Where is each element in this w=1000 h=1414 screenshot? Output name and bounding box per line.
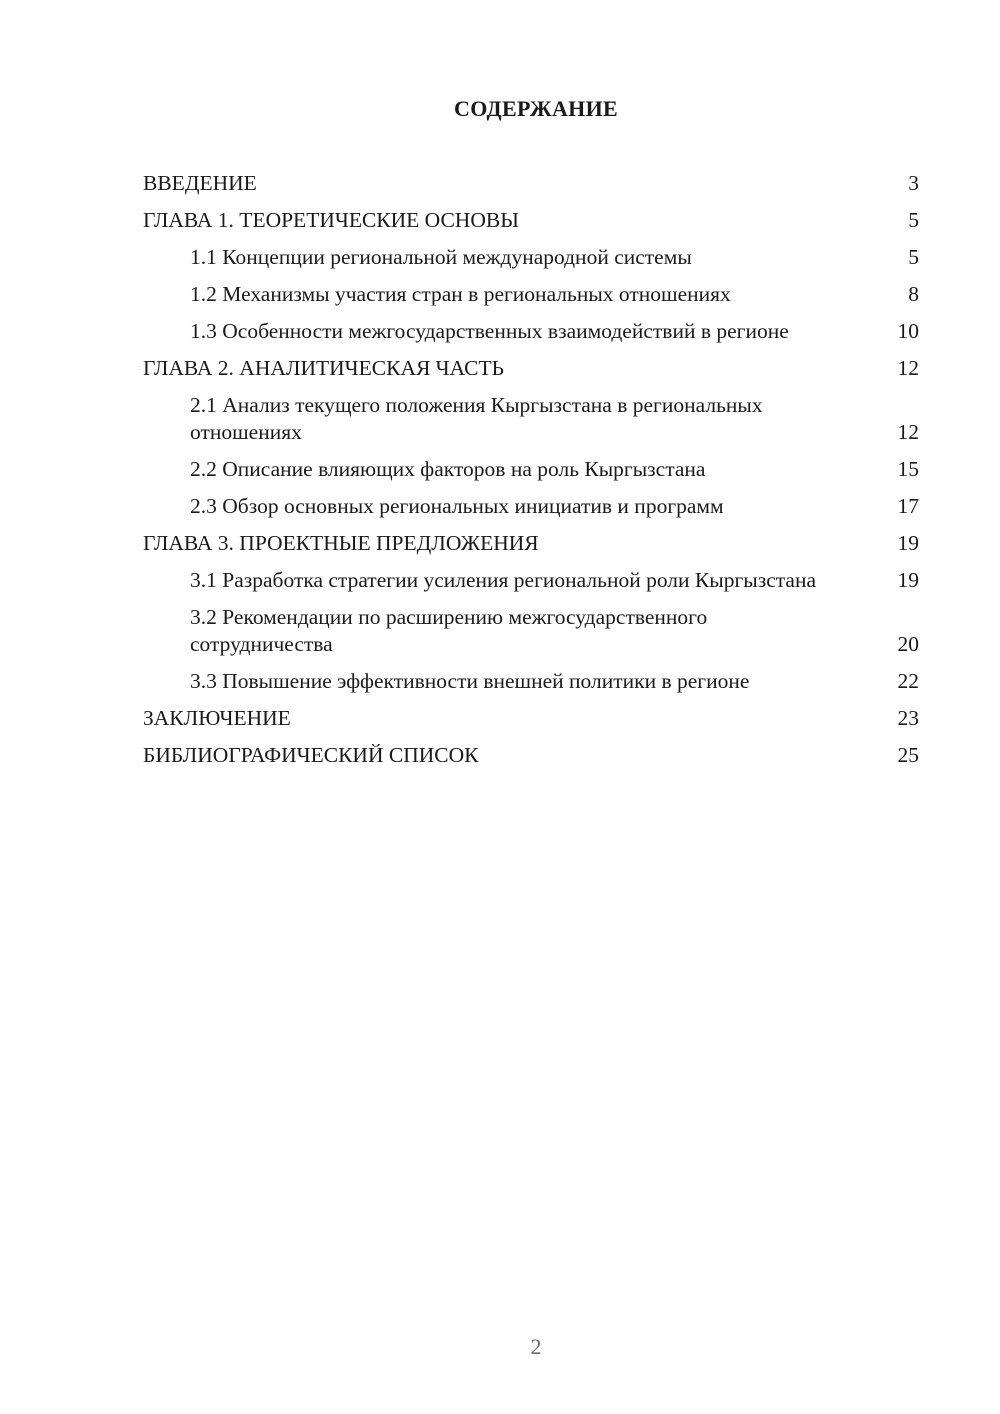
toc-chapter-entry xyxy=(143,355,919,382)
toc-chapter-entry xyxy=(143,207,919,234)
toc-entry-page: 17 xyxy=(897,494,919,518)
toc-entry-label: 1.2 Механизмы участия стран в региональных отношениях xyxy=(190,282,731,306)
toc-entry-label: ГЛАВА 2. АНАЛИТИЧЕСКАЯ ЧАСТЬ xyxy=(143,356,504,380)
toc-entry-page: 19 xyxy=(897,568,919,592)
toc-chapter-entry xyxy=(143,530,919,557)
toc-entry-page: 23 xyxy=(897,706,919,730)
toc-entry-page: 12 xyxy=(897,420,919,444)
toc-entry-page: 5 xyxy=(908,245,919,269)
toc-section-entry xyxy=(143,392,919,446)
toc-entry-label: 3.3 Повышение эффективности внешней политики в регионе xyxy=(190,669,750,693)
toc-section-entry xyxy=(143,668,919,695)
toc-entry-page: 20 xyxy=(897,632,919,656)
toc-entry-page: 3 xyxy=(908,171,919,195)
toc-entry-label: 2.2 Описание влияющих факторов на роль Кыргызстана xyxy=(190,457,706,481)
toc-entry-page: 19 xyxy=(897,531,919,555)
toc-section-entry xyxy=(143,456,919,483)
toc-entry-label: ГЛАВА 3. ПРОЕКТНЫЕ ПРЕДЛОЖЕНИЯ xyxy=(143,531,539,555)
toc-chapter-entry xyxy=(143,705,919,732)
toc-entry-label: 1.1 Концепции региональной международной системы xyxy=(190,245,692,269)
toc-entry-page: 22 xyxy=(897,669,919,693)
toc-chapter-entry xyxy=(143,742,919,769)
toc-section-entry xyxy=(143,604,919,658)
toc-entry-label: ЗАКЛЮЧЕНИЕ xyxy=(143,706,291,730)
toc-section-entry xyxy=(143,567,919,594)
toc-section-entry xyxy=(143,318,919,345)
toc-entry-page: 15 xyxy=(897,457,919,481)
toc-entry-label: ГЛАВА 1. ТЕОРЕТИЧЕСКИЕ ОСНОВЫ xyxy=(143,208,519,232)
toc-entry-page: 12 xyxy=(897,356,919,380)
toc-entry-page: 25 xyxy=(897,743,919,767)
toc-chapter-entry xyxy=(143,170,919,197)
toc-entry-page: 8 xyxy=(908,282,919,306)
toc-entry-label: 3.2 Рекомендации по расширению межгосударственного сотрудничества xyxy=(190,605,708,656)
toc-entry-label: 2.3 Обзор основных региональных инициатив и программ xyxy=(190,494,724,518)
toc-section-entry xyxy=(143,493,919,520)
toc-entry-page: 5 xyxy=(908,208,919,232)
toc-entry-page: 10 xyxy=(897,319,919,343)
page-number: 2 xyxy=(530,1334,542,1359)
toc-entry-label: 2.1 Анализ текущего положения Кыргызстана в региональных отношениях xyxy=(190,393,763,444)
toc-section-entry xyxy=(143,281,919,308)
toc-entry-label: ВВЕДЕНИЕ xyxy=(143,171,257,195)
toc-entry-label: 3.1 Разработка стратегии усиления региональной роли Кыргызстана xyxy=(190,568,816,592)
page-title: СОДЕРЖАНИЕ xyxy=(454,96,618,121)
table-of-contents xyxy=(143,170,919,769)
toc-section-entry xyxy=(143,244,919,271)
toc-entry-label: 1.3 Особенности межгосударственных взаимодействий в регионе xyxy=(190,319,789,343)
toc-entry-label: БИБЛИОГРАФИЧЕСКИЙ СПИСОК xyxy=(143,743,479,767)
